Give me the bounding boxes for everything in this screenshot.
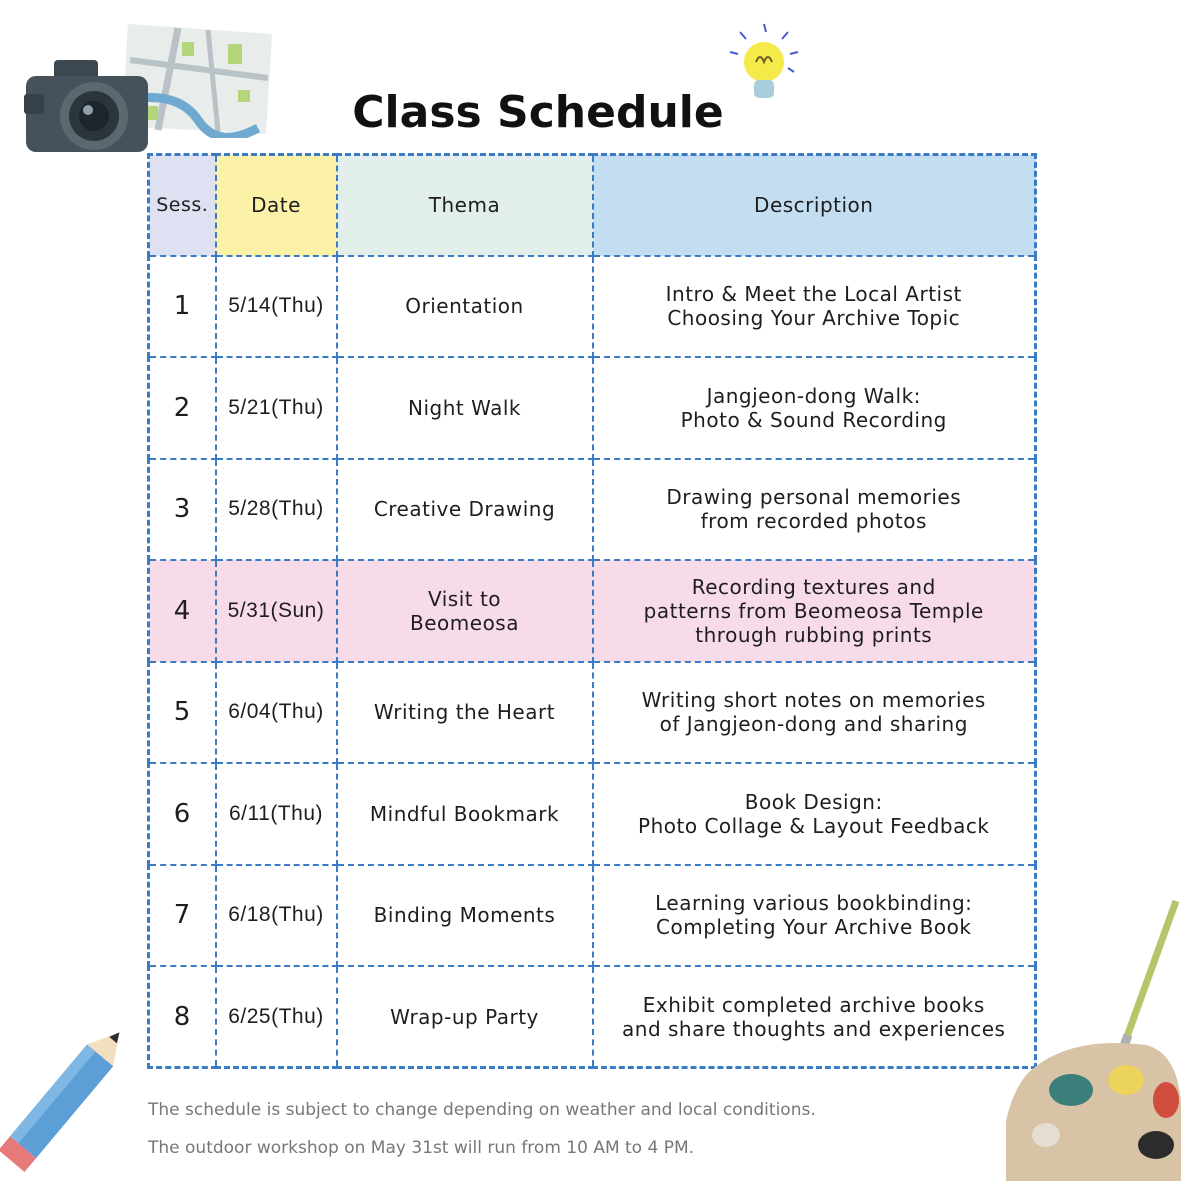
session-date: 6/04(Thu) (216, 662, 337, 764)
session-theme: Orientation (337, 256, 593, 358)
table-row-highlighted (149, 560, 1036, 662)
header-session: Sess. (149, 155, 216, 256)
session-number: 7 (149, 865, 216, 967)
table-row (149, 763, 1036, 865)
session-theme: Creative Drawing (337, 459, 593, 561)
table-row (149, 357, 1036, 459)
session-theme: Writing the Heart (337, 662, 593, 764)
session-description: Recording textures and patterns from Beomeosa Temple through rubbing prints (593, 560, 1036, 662)
workshop-note: The outdoor workshop on May 31st will run from 10 AM to 4 PM. (148, 1138, 695, 1158)
header-date: Date (216, 155, 337, 256)
session-date: 6/11(Thu) (216, 763, 337, 865)
session-number: 1 (149, 256, 216, 358)
session-number: 4 (149, 560, 216, 662)
session-number: 3 (149, 459, 216, 561)
header-description: Description (593, 155, 1036, 256)
page-title: Class Schedule (352, 87, 724, 139)
table-row (149, 459, 1036, 561)
session-date: 5/14(Thu) (216, 256, 337, 358)
table-row (149, 256, 1036, 358)
session-theme: Visit to Beomeosa (337, 560, 593, 662)
table-row (149, 662, 1036, 764)
session-theme: Binding Moments (337, 865, 593, 967)
schedule-note: The schedule is subject to change depending on weather and local conditions. (148, 1100, 816, 1120)
session-description: Writing short notes on memories of Jangjeon-dong and sharing (593, 662, 1036, 764)
session-number: 5 (149, 662, 216, 764)
header-theme: Thema (337, 155, 593, 256)
session-date: 5/31(Sun) (216, 560, 337, 662)
table-row (149, 865, 1036, 967)
session-description: Intro & Meet the Local Artist Choosing Your Archive Topic (593, 256, 1036, 358)
session-number: 8 (149, 966, 216, 1068)
session-description: Jangjeon-dong Walk: Photo & Sound Recording (593, 357, 1036, 459)
pencil-icon (0, 1014, 134, 1181)
schedule-table (147, 153, 1037, 1069)
session-description: Book Design: Photo Collage & Layout Feedback (593, 763, 1036, 865)
session-theme: Mindful Bookmark (337, 763, 593, 865)
session-number: 2 (149, 357, 216, 459)
table-header-row (149, 155, 1036, 256)
session-description: Learning various bookbinding: Completing Your Archive Book (593, 865, 1036, 967)
session-date: 6/25(Thu) (216, 966, 337, 1068)
paint-palette-icon (1006, 895, 1181, 1181)
table-row (149, 966, 1036, 1068)
session-number: 6 (149, 763, 216, 865)
session-date: 6/18(Thu) (216, 865, 337, 967)
session-theme: Night Walk (337, 357, 593, 459)
session-description: Drawing personal memories from recorded photos (593, 459, 1036, 561)
session-theme: Wrap-up Party (337, 966, 593, 1068)
session-date: 5/28(Thu) (216, 459, 337, 561)
session-description: Exhibit completed archive books and share thoughts and experiences (593, 966, 1036, 1068)
session-date: 5/21(Thu) (216, 357, 337, 459)
